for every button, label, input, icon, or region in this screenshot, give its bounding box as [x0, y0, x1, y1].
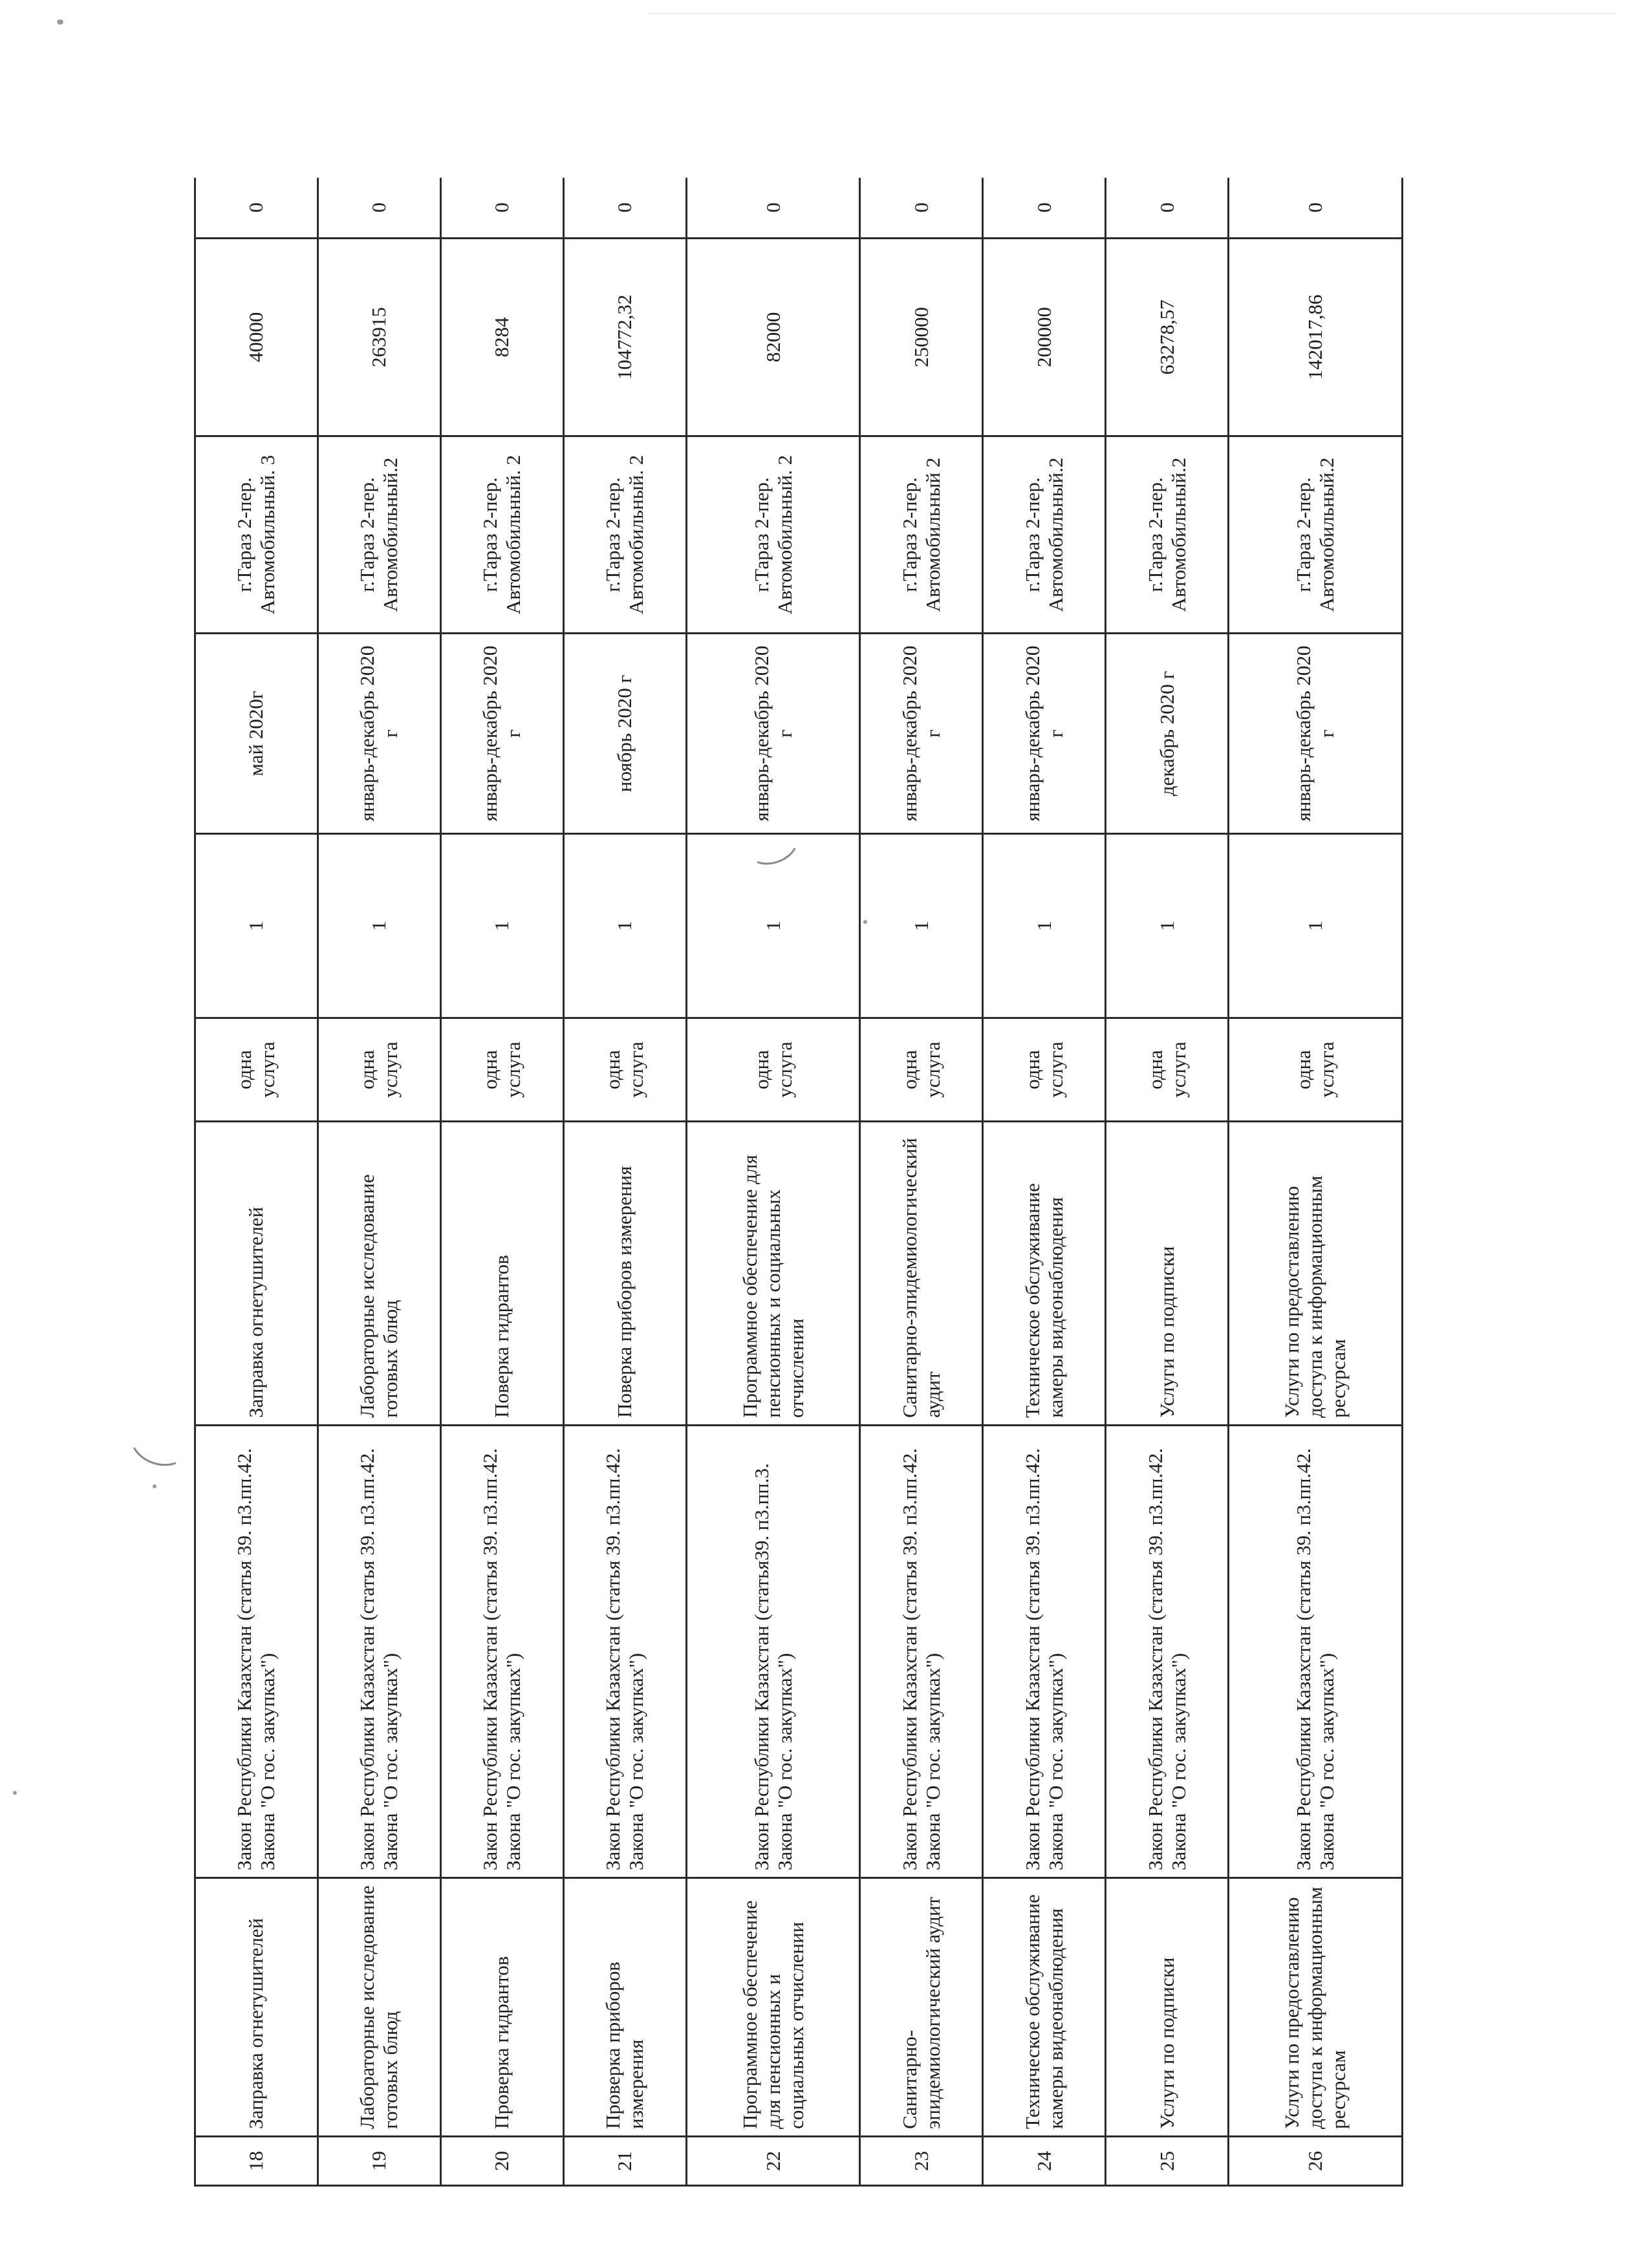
table-row	[1229, 178, 1403, 2186]
rotated-table-wrapper	[194, 178, 1403, 2187]
delivery-place: г.Тараз 2-пер. Автомобильный. 2	[563, 436, 686, 634]
item-description: Услуги по подписки	[1106, 1122, 1229, 1426]
advance-payment: 0	[563, 178, 686, 239]
quantity: 1	[440, 834, 563, 1018]
advance-payment: 0	[440, 178, 563, 239]
table-row	[440, 178, 563, 2186]
advance-payment: 0	[195, 178, 318, 239]
scan-speck	[57, 19, 63, 25]
scan-speck	[153, 1484, 156, 1488]
legal-basis: Закон Республики Казахстан (статья39. п3.пп.3. Закона "О гос. закупках")	[686, 1426, 860, 1878]
unit-of-measure: одна услуга	[1229, 1018, 1403, 1122]
table-row	[860, 178, 983, 2186]
item-name: Услуги по подписки	[1106, 1878, 1229, 2137]
scan-edge-line	[647, 13, 1617, 14]
legal-basis: Закон Республики Казахстан (статья 39. п3.пп.42. Закона "О гос. закупках")	[440, 1426, 563, 1878]
quantity: 1	[318, 834, 440, 1018]
amount: 263915	[318, 239, 440, 436]
amount: 63278,57	[1106, 239, 1229, 436]
table-row	[563, 178, 686, 2186]
item-name: Услуги по предоставлению доступа к информационным ресурсам	[1229, 1878, 1403, 2137]
row-number: 25	[1106, 2137, 1229, 2186]
delivery-period: ноябрь 2020 г	[563, 634, 686, 834]
delivery-period: январь-декабрь 2020 г	[1229, 634, 1403, 834]
table-row	[1106, 178, 1229, 2186]
delivery-place: г.Тараз 2-пер. Автомобильный.2	[318, 436, 440, 634]
amount: 200000	[983, 239, 1106, 436]
delivery-place: г.Тараз 2-пер. Автомобильный.2	[983, 436, 1106, 634]
quantity: 1	[686, 834, 860, 1018]
row-number: 21	[563, 2137, 686, 2186]
advance-payment: 0	[860, 178, 983, 239]
advance-payment: 0	[318, 178, 440, 239]
item-description: Заправка огнетушителей	[195, 1122, 318, 1426]
item-description: Услуги по предоставлению доступа к информационным ресурсам	[1229, 1122, 1403, 1426]
delivery-period: май 2020г	[195, 634, 318, 834]
amount: 40000	[195, 239, 318, 436]
unit-of-measure: одна услуга	[318, 1018, 440, 1122]
advance-payment: 0	[1106, 178, 1229, 239]
amount: 250000	[860, 239, 983, 436]
scan-mark	[123, 1407, 198, 1474]
unit-of-measure: одна услуга	[195, 1018, 318, 1122]
quantity: 1	[860, 834, 983, 1018]
delivery-period: январь-декабрь 2020 г	[440, 634, 563, 834]
item-description: Поверка приборов измерения	[563, 1122, 686, 1426]
delivery-place: г.Тараз 2-пер. Автомобильный.2	[1106, 436, 1229, 634]
amount: 8284	[440, 239, 563, 436]
item-description: Поверка гидрантов	[440, 1122, 563, 1426]
table-row	[318, 178, 440, 2186]
delivery-place: г.Тараз 2-пер. Автомобильный.2	[1229, 436, 1403, 634]
item-name: Программное обеспечение для пенсионных и социальных отчислении	[686, 1878, 860, 2137]
delivery-place: г.Тараз 2-пер. Автомобильный 2	[860, 436, 983, 634]
item-name: Санитарно-эпидемиологический аудит	[860, 1878, 983, 2137]
delivery-place: г.Тараз 2-пер. Автомобильный. 2	[686, 436, 860, 634]
delivery-place: г.Тараз 2-пер. Автомобильный. 2	[440, 436, 563, 634]
item-description: Санитарно-эпидемиологический аудит	[860, 1122, 983, 1426]
procurement-table	[194, 178, 1403, 2187]
quantity: 1	[195, 834, 318, 1018]
item-name: Заправка огнетушителей	[195, 1878, 318, 2137]
item-description: Программное обеспечение для пенсионных и социальных отчислении	[686, 1122, 860, 1426]
legal-basis: Закон Республики Казахстан (статья 39. п3.пп.42. Закона "О гос. закупках")	[563, 1426, 686, 1878]
legal-basis: Закон Республики Казахстан (статья 39. п3.пп.42. Закона "О гос. закупках")	[1106, 1426, 1229, 1878]
row-number: 26	[1229, 2137, 1403, 2186]
item-name: Проверка гидрантов	[440, 1878, 563, 2137]
amount: 142017,86	[1229, 239, 1403, 436]
quantity: 1	[1106, 834, 1229, 1018]
delivery-place: г.Тараз 2-пер. Автомобильный. 3	[195, 436, 318, 634]
quantity: 1	[983, 834, 1106, 1018]
advance-payment: 0	[686, 178, 860, 239]
unit-of-measure: одна услуга	[686, 1018, 860, 1122]
scan-speck	[13, 1791, 17, 1795]
delivery-period: декабрь 2020 г	[1106, 634, 1229, 834]
table-row	[195, 178, 318, 2186]
quantity: 1	[1229, 834, 1403, 1018]
item-description: Лабораторные исследование готовых блюд	[318, 1122, 440, 1426]
legal-basis: Закон Республики Казахстан (статья 39. п3.пп.42. Закона "О гос. закупках")	[1229, 1426, 1403, 1878]
row-number: 22	[686, 2137, 860, 2186]
amount: 82000	[686, 239, 860, 436]
row-number: 19	[318, 2137, 440, 2186]
legal-basis: Закон Республики Казахстан (статья 39. п3.пп.42. Закона "О гос. закупках")	[195, 1426, 318, 1878]
unit-of-measure: одна услуга	[1106, 1018, 1229, 1122]
quantity: 1	[563, 834, 686, 1018]
row-number: 23	[860, 2137, 983, 2186]
advance-payment: 0	[1229, 178, 1403, 239]
delivery-period: январь-декабрь 2020 г	[318, 634, 440, 834]
unit-of-measure: одна услуга	[983, 1018, 1106, 1122]
row-number: 20	[440, 2137, 563, 2186]
table-row	[983, 178, 1106, 2186]
delivery-period: январь-декабрь 2020 г	[860, 634, 983, 834]
amount: 104772,32	[563, 239, 686, 436]
row-number: 24	[983, 2137, 1106, 2186]
row-number: 18	[195, 2137, 318, 2186]
legal-basis: Закон Республики Казахстан (статья 39. п3.пп.42. Закона "О гос. закупках")	[318, 1426, 440, 1878]
unit-of-measure: одна услуга	[563, 1018, 686, 1122]
delivery-period: январь-декабрь 2020 г	[686, 634, 860, 834]
unit-of-measure: одна услуга	[440, 1018, 563, 1122]
table-frame	[194, 178, 1403, 2187]
advance-payment: 0	[983, 178, 1106, 239]
item-name: Техническое обслуживание камеры видеонаблюдения	[983, 1878, 1106, 2137]
table-row	[686, 178, 860, 2186]
legal-basis: Закон Республики Казахстан (статья 39. п3.пп.42. Закона "О гос. закупках")	[860, 1426, 983, 1878]
legal-basis: Закон Республики Казахстан (статья 39. п3.пп.42. Закона "О гос. закупках")	[983, 1426, 1106, 1878]
item-description: Техническое обслуживание камеры видеонаблюдения	[983, 1122, 1106, 1426]
delivery-period: январь-декабрь 2020 г	[983, 634, 1106, 834]
unit-of-measure: одна услуга	[860, 1018, 983, 1122]
item-name: Лабораторные исследование готовых блюд	[318, 1878, 440, 2137]
item-name: Проверка приборов измерения	[563, 1878, 686, 2137]
